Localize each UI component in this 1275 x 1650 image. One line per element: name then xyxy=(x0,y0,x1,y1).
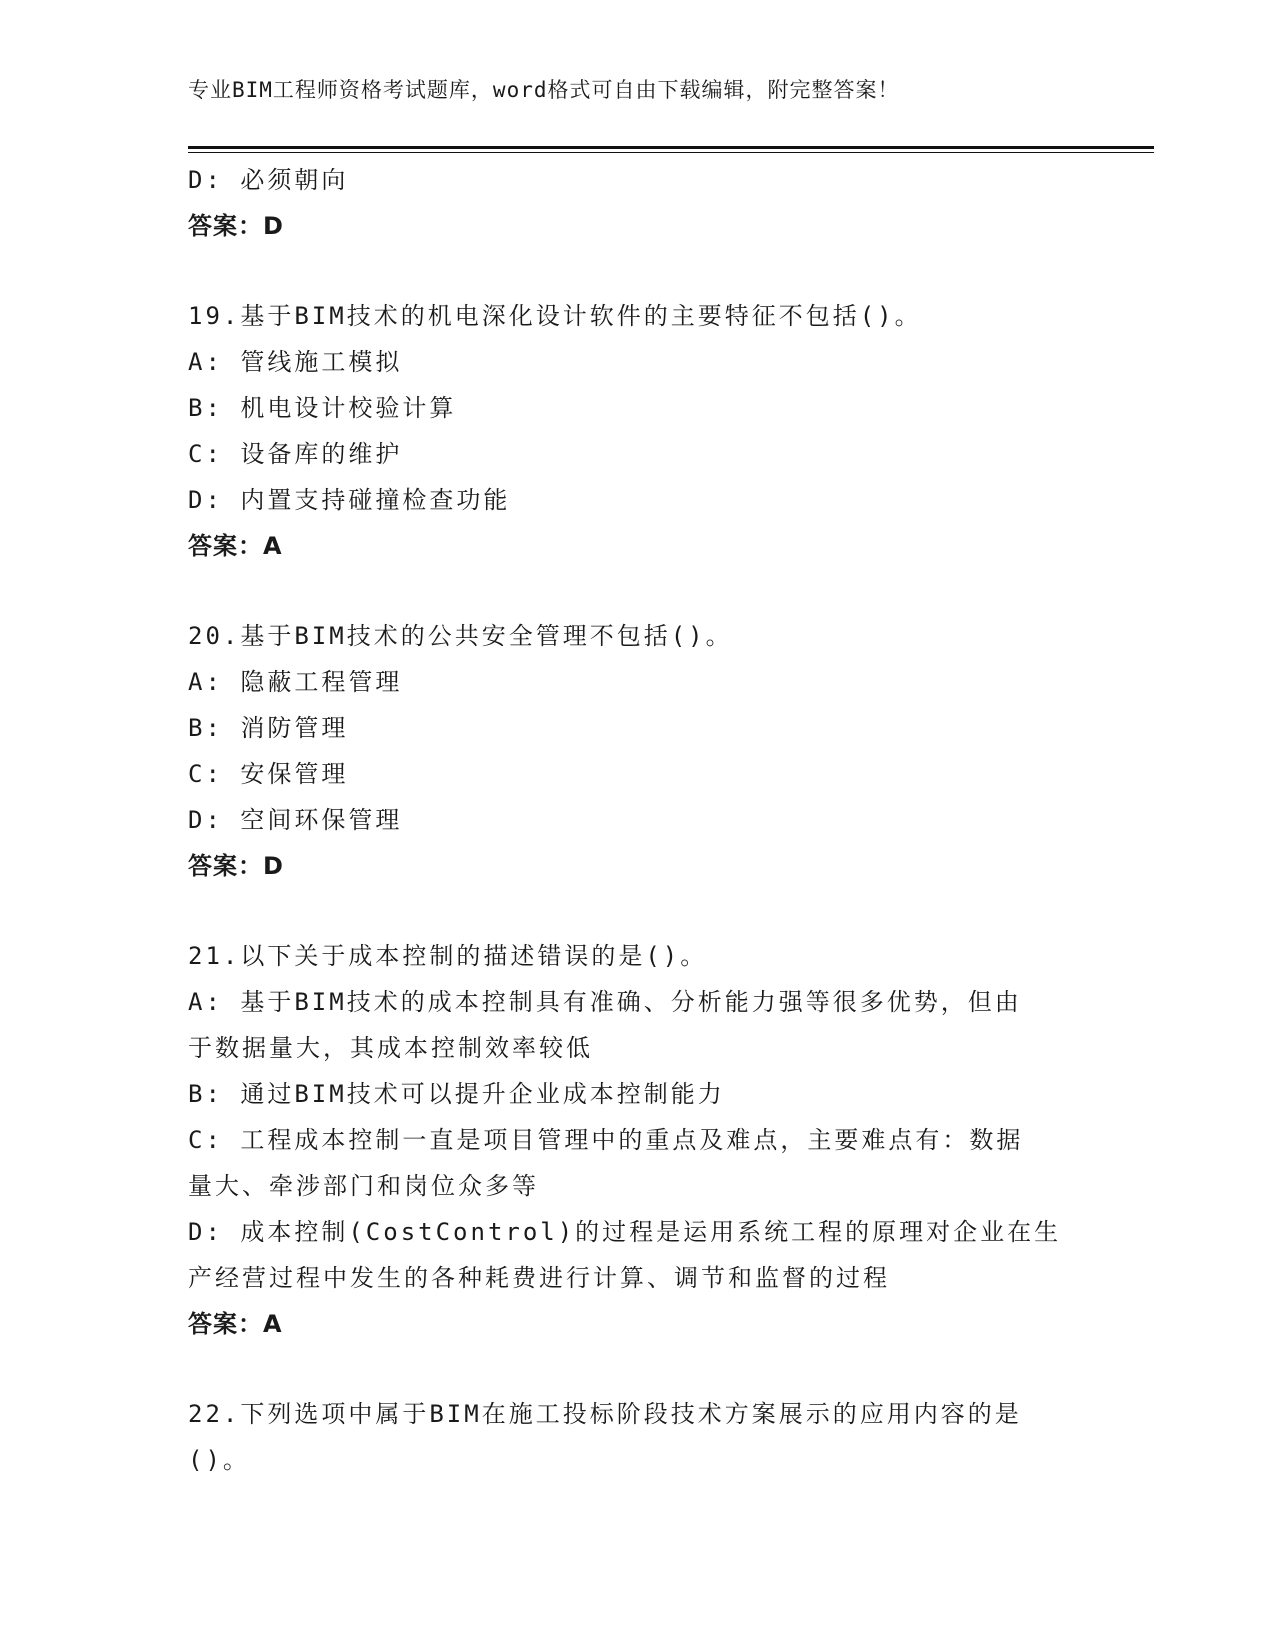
option-b: B: 通过BIM技术可以提升企业成本控制能力 xyxy=(188,1080,725,1108)
header-rule-thick xyxy=(188,146,1154,149)
option-d-line-2: 产经营过程中发生的各种耗费进行计算、调节和监督的过程 xyxy=(188,1264,890,1292)
option-c-line-2: 量大、牵涉部门和岗位众多等 xyxy=(188,1172,539,1200)
option-a-line-2: 于数据量大，其成本控制效率较低 xyxy=(188,1034,593,1062)
option-a: A: 管线施工模拟 xyxy=(188,348,403,376)
option-d: D: 必须朝向 xyxy=(188,166,349,194)
option-a-line-1: A: 基于BIM技术的成本控制具有准确、分析能力强等很多优势，但由 xyxy=(188,988,1022,1016)
question-19 xyxy=(188,293,1088,569)
question-text-line-2: ()。 xyxy=(188,1446,250,1474)
option-c: C: 安保管理 xyxy=(188,760,349,788)
answer: 答案：A xyxy=(188,532,283,560)
option-c: C: 设备库的维护 xyxy=(188,440,403,468)
header-rule-thin xyxy=(188,152,1154,153)
question-18-tail xyxy=(188,157,1088,249)
question-22 xyxy=(188,1391,1088,1483)
option-a: A: 隐蔽工程管理 xyxy=(188,668,403,696)
option-d: D: 内置支持碰撞检查功能 xyxy=(188,486,511,514)
question-list xyxy=(188,157,1088,1483)
option-b: B: 机电设计校验计算 xyxy=(188,394,457,422)
question-text: 21.以下关于成本控制的描述错误的是()。 xyxy=(188,942,708,970)
question-20 xyxy=(188,613,1088,889)
question-text: 20.基于BIM技术的公共安全管理不包括()。 xyxy=(188,622,733,650)
page-header: 专业BIM工程师资格考试题库，word格式可自由下载编辑，附完整答案！ xyxy=(188,78,900,102)
answer: 答案：A xyxy=(188,1310,283,1338)
question-21 xyxy=(188,933,1088,1347)
option-c-line-1: C: 工程成本控制一直是项目管理中的重点及难点，主要难点有：数据 xyxy=(188,1126,1024,1154)
option-d: D: 空间环保管理 xyxy=(188,806,403,834)
question-text-line-1: 22.下列选项中属于BIM在施工投标阶段技术方案展示的应用内容的是 xyxy=(188,1400,1022,1428)
option-d-line-1: D: 成本控制(CostControl)的过程是运用系统工程的原理对企业在生 xyxy=(188,1218,1062,1246)
question-text: 19.基于BIM技术的机电深化设计软件的主要特征不包括()。 xyxy=(188,302,922,330)
option-b: B: 消防管理 xyxy=(188,714,349,742)
answer: 答案：D xyxy=(188,852,284,880)
answer: 答案：D xyxy=(188,212,284,240)
